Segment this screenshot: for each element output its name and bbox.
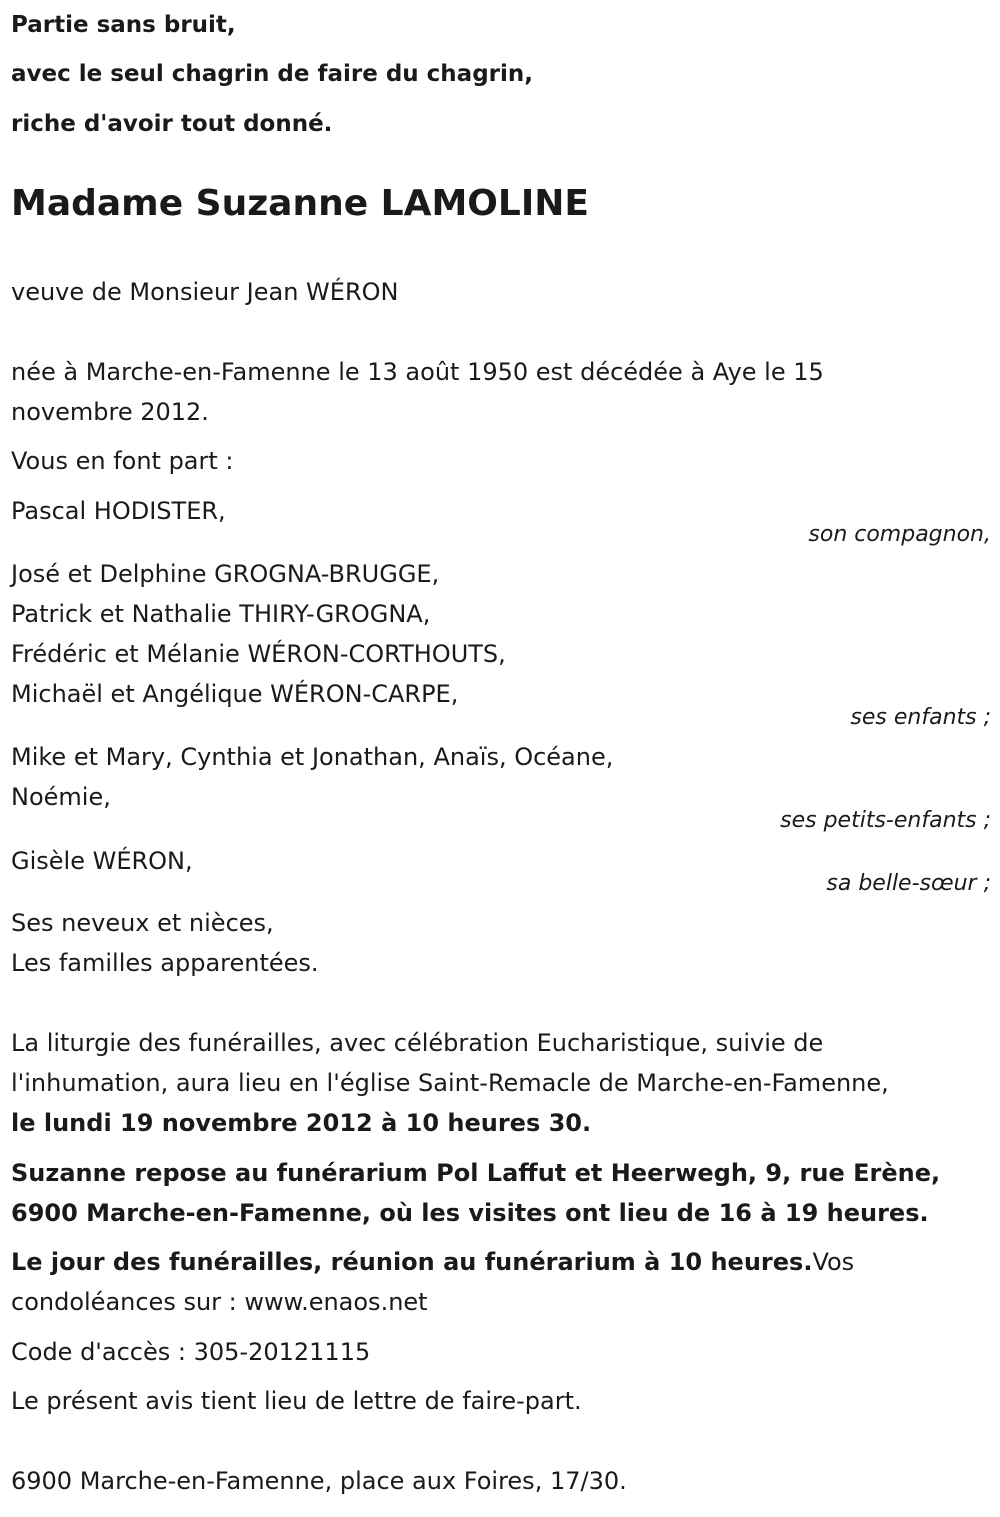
child-1: José et Delphine GROGNA-BRUGGE, xyxy=(11,560,440,588)
meeting-rest: Vos xyxy=(812,1248,855,1276)
companion-relation: son compagnon, xyxy=(808,522,991,547)
others-line-1: Ses neveux et nièces, xyxy=(11,909,274,937)
birth-death-line-1: née à Marche-en-Famenne le 13 août 1950 est décédée à Aye le 15 xyxy=(11,358,824,386)
meeting-line-1 xyxy=(11,1247,854,1277)
grandchildren-relation: ses petits-enfants ; xyxy=(780,808,991,833)
others-line-2: Les familles apparentées. xyxy=(11,949,319,977)
announce: Vous en font part : xyxy=(11,447,234,475)
child-2: Patrick et Nathalie THIRY-GROGNA, xyxy=(11,600,431,628)
deceased-name: Madame Suzanne LAMOLINE xyxy=(11,183,589,224)
poem-line-1: Partie sans bruit, xyxy=(11,12,236,38)
repose-line-1: Suzanne repose au funérarium Pol Laffut et Heerwegh, 9, rue Erène, xyxy=(11,1159,941,1187)
child-4: Michaël et Angélique WÉRON-CARPE, xyxy=(11,680,459,708)
meeting-line-2: condoléances sur : www.enaos.net xyxy=(11,1288,428,1316)
liturgy-line-1: La liturgie des funérailles, avec célébration Eucharistique, suivie de xyxy=(11,1029,824,1057)
companion-name: Pascal HODISTER, xyxy=(11,497,226,525)
access-code: Code d'accès : 305-20121115 xyxy=(11,1338,371,1366)
liturgy-line-2: l'inhumation, aura lieu en l'église Saint-Remacle de Marche-en-Famenne, xyxy=(11,1069,889,1097)
child-3: Frédéric et Mélanie WÉRON-CORTHOUTS, xyxy=(11,640,506,668)
widow-of: veuve de Monsieur Jean WÉRON xyxy=(11,278,399,306)
liturgy-date: le lundi 19 novembre 2012 à 10 heures 30. xyxy=(11,1109,592,1137)
address: 6900 Marche-en-Famenne, place aux Foires, 17/30. xyxy=(11,1467,627,1495)
poem-line-2: avec le seul chagrin de faire du chagrin, xyxy=(11,61,534,87)
birth-death-line-2: novembre 2012. xyxy=(11,398,209,426)
poem-line-3: riche d'avoir tout donné. xyxy=(11,111,333,137)
meeting-bold: Le jour des funérailles, réunion au funérarium à 10 heures. xyxy=(11,1248,813,1276)
grandchildren-line-1: Mike et Mary, Cynthia et Jonathan, Anaïs, Océane, xyxy=(11,743,614,771)
sister-in-law-relation: sa belle-sœur ; xyxy=(826,871,991,896)
repose-line-2: 6900 Marche-en-Famenne, où les visites ont lieu de 16 à 19 heures. xyxy=(11,1199,929,1227)
children-relation: ses enfants ; xyxy=(850,705,991,730)
grandchildren-line-2: Noémie, xyxy=(11,783,111,811)
notice: Le présent avis tient lieu de lettre de faire-part. xyxy=(11,1387,582,1415)
sister-in-law-name: Gisèle WÉRON, xyxy=(11,847,193,875)
